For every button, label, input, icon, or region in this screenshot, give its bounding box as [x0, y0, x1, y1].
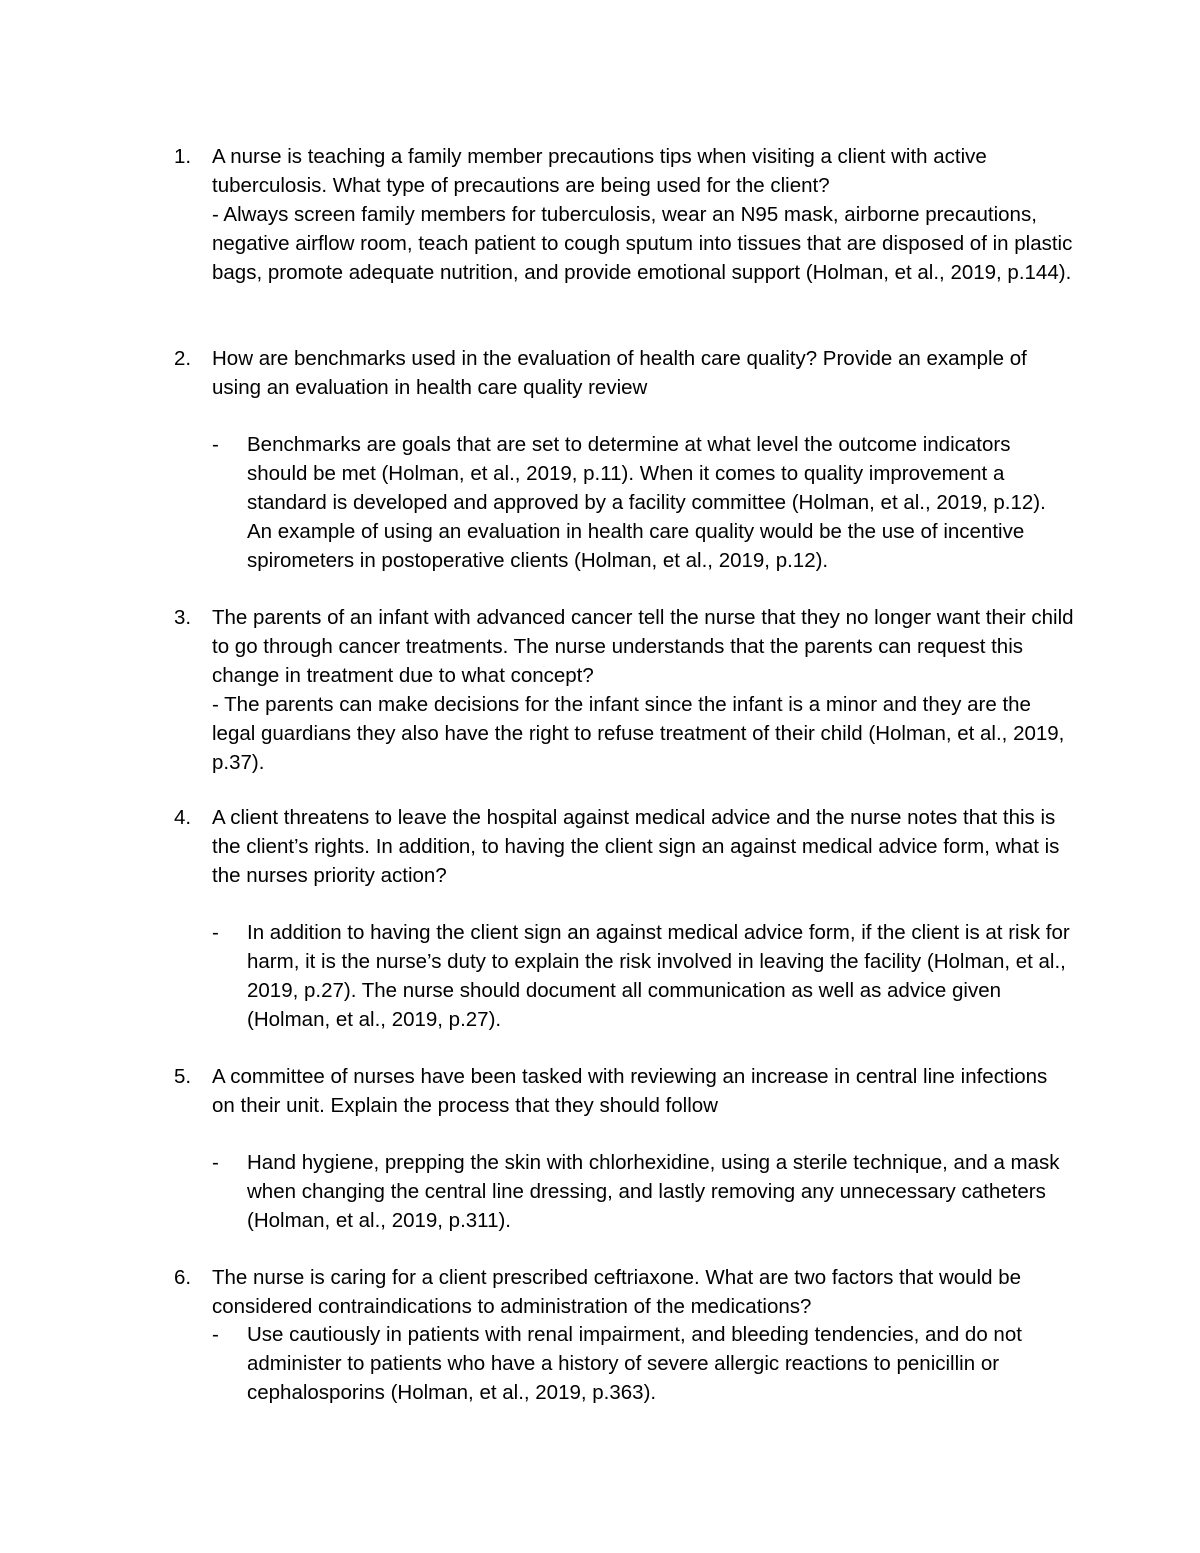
question-item-1 — [174, 142, 1074, 287]
question-number: 4. — [174, 806, 192, 829]
question-number: 5. — [174, 1065, 192, 1088]
question-number: 3. — [174, 606, 192, 629]
bullet-dash: - — [212, 433, 219, 456]
question-number: 2. — [174, 347, 192, 370]
answer-item-6 — [212, 1320, 1072, 1407]
question-item-6 — [174, 1263, 1074, 1321]
question-item-2 — [174, 344, 1074, 402]
answer-text: - Always screen family members for tuberculosis, wear an N95 mask, airborne precautions, negative airflow room, teach patient to cough sputum into tissues that are disposed of in plastic bags, promote adequate nutrition, and provide emotional support (Holman, et al., 2019, p.144). — [212, 203, 1073, 284]
answer-text: In addition to having the client sign an against medical advice form, if the client is at risk for harm, it is the nurse’s duty to explain the risk involved in leaving the facility (Holman, et al., 2019, p.27). The nurse should document all communication as well as advice given (Holman, et al., 2019, p.27). — [247, 921, 1070, 1031]
bullet-dash: - — [212, 921, 219, 944]
question-text: A nurse is teaching a family member precautions tips when visiting a client with active tuberculosis. What type of precautions are being used for the client? — [212, 145, 987, 197]
bullet-dash: - — [212, 1151, 219, 1174]
question-item-3 — [174, 603, 1074, 777]
question-text: The parents of an infant with advanced cancer tell the nurse that they no longer want their child to go through cancer treatments. The nurse understands that the parents can request this change in treatment due to what concept? — [212, 606, 1074, 687]
question-text: The nurse is caring for a client prescribed ceftriaxone. What are two factors that would be considered contraindications to administration of the medications? — [212, 1266, 1021, 1318]
question-text: A client threatens to leave the hospital against medical advice and the nurse notes that this is the client’s rights. In addition, to having the client sign an against medical advice form, what is the nurses priority action? — [212, 806, 1060, 887]
question-text: How are benchmarks used in the evaluation of health care quality? Provide an example of using an evaluation in health care quality review — [212, 347, 1027, 399]
question-item-4 — [174, 803, 1074, 890]
answer-text: Hand hygiene, prepping the skin with chlorhexidine, using a sterile technique, and a mask when changing the central line dressing, and lastly removing any unnecessary catheters (Holman, et al., 2019, p.311). — [247, 1151, 1060, 1232]
bullet-dash: - — [212, 1323, 219, 1346]
answer-item-4 — [212, 918, 1072, 1034]
question-number: 6. — [174, 1266, 192, 1289]
answer-text: Benchmarks are goals that are set to determine at what level the outcome indicators should be met (Holman, et al., 2019, p.11). When it comes to quality improvement a standard is developed and approved by a facility committee (Holman, et al., 2019, p.12). An example of using an evaluation in health care quality would be the use of incentive spirometers in postoperative clients (Holman, et al., 2019, p.12). — [247, 433, 1046, 572]
question-text: A committee of nurses have been tasked with reviewing an increase in central line infections on their unit. Explain the process that they should follow — [212, 1065, 1048, 1117]
question-number: 1. — [174, 145, 192, 168]
answer-text: Use cautiously in patients with renal impairment, and bleeding tendencies, and do not administer to patients who have a history of severe allergic reactions to penicillin or cephalosporins (Holman, et al., 2019, p.363). — [247, 1323, 1022, 1404]
answer-text: - The parents can make decisions for the infant since the infant is a minor and they are the legal guardians they also have the right to refuse treatment of their child (Holman, et al., 2019, p.37). — [212, 693, 1065, 774]
answer-item-5 — [212, 1148, 1072, 1235]
question-item-5 — [174, 1062, 1074, 1120]
answer-item-2 — [212, 430, 1072, 575]
